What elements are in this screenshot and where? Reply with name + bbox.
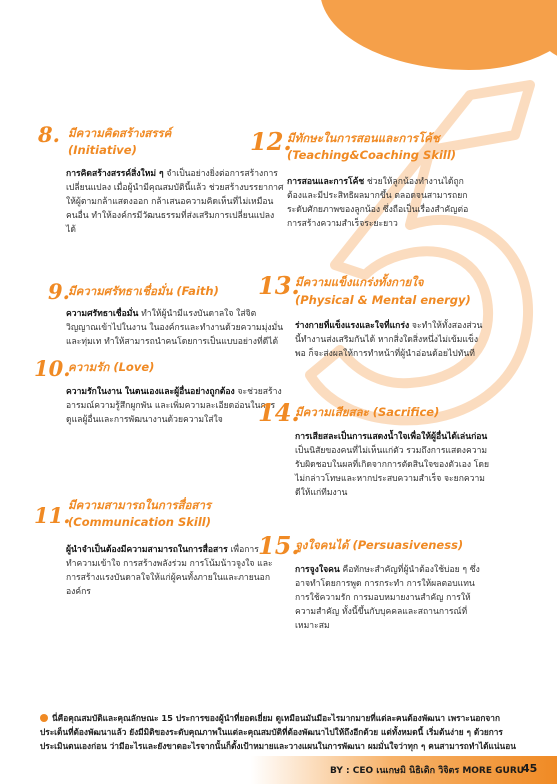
- decorative-blob-top: [320, 0, 557, 70]
- section-12-number: 12.: [250, 127, 292, 156]
- section-13-lead: ร่างกายที่แข็งแรงและใจที่แกร่ง: [295, 321, 410, 331]
- section-10-number: 10.: [34, 356, 71, 381]
- section-12-title: มีทักษะในการสอนและการโค้ช: [287, 131, 440, 145]
- section-12-text: ช่วยให้ลูกน้องทำงานได้ถูกต้องและมีประสิทธิผลมากขึ้น ตลอดจนสามารถยกระดับศักยภาพของลูกน้อง ซึ่งถือเป็นเรื่องสำคัญต่อการสร้างความสำเร็จระยะยาว: [287, 177, 469, 229]
- section-12-title-en: (Teaching&Coaching Skill): [287, 148, 457, 162]
- section-11-title: มีความสามารถในการสื่อสาร: [68, 498, 212, 512]
- section-11-title-en: (Communication Skill): [68, 515, 211, 529]
- section-14-number: 14.: [258, 398, 300, 427]
- section-10-title: ความรัก (Love): [68, 360, 155, 374]
- section-14-text: เป็นนิสัยของคนที่ไม่เห็นแก่ตัว รวมถึงการแสดงความรับผิดชอบในผลที่เกิดจากการตัดสินใจของตัวเอง โดยไม่กล่าวโทษและหากประสบความสำเร็จ จะยกความดีให้แก่ทีมงาน: [295, 446, 490, 498]
- section-14-body: [295, 430, 490, 500]
- section-9-body: [66, 307, 284, 349]
- section-12-lead: การสอนและการโค้ช: [287, 177, 365, 187]
- decorative-five-graphic: [300, 75, 540, 435]
- summary-text: ดูเหมือนมันมีอะไรมากมายที่แต่ละคนต้องพัฒนา เพราะนอกจากประเด็นที่ต้องพัฒนาแล้ว ยังมีมิติของระดับคุณภาพในแต่ละคุณสมบัติที่ต้องพัฒนาไปให้ถึงอีกด้วย แต่ทั้งหมดนี้ เริ่มต้นง่าย ๆ ด้วยการประเมินตนเองก่อน ว่ามีอะไรและยังขาดอะไรจากนั้นก็ตั้งเป้าหมายและวางแผนในการพัฒนา ผมมั่นใจว่าทุก ๆ คนสามารถทำได้แน่นอน: [40, 713, 516, 751]
- footer-byline: BY : CEO เนเกษมิ นิธิเดิก วิจิตร MORE GURU: [330, 766, 525, 776]
- summary-lead: นี่คือคุณสมบัติและคุณลักษณะ 15 ประการของผู้นำที่ยอดเยี่ยม: [52, 713, 273, 723]
- section-13-number: 13.: [258, 271, 300, 300]
- section-10-lead: ความรักในงาน ในตนเองและผู้อื่นอย่างถูกต้อง: [66, 387, 235, 397]
- section-8-number: 8.: [38, 122, 60, 147]
- section-13-body: [295, 319, 485, 361]
- section-8-lead: การคิดสร้างสรรค์สิ่งใหม่ ๆ: [66, 169, 164, 179]
- section-13-title-en: (Physical & Mental energy): [295, 293, 471, 307]
- section-10-text: จะช่วยสร้างอารมณ์ความรู้สึกผูกพัน และเพิ่มความละเอียดอ่อนในการดูแลผู้อื่นและการพัฒนางานด้วยความใส่ใจ: [66, 387, 282, 425]
- section-10-body: [66, 385, 284, 427]
- section-15-body: [295, 563, 490, 633]
- section-9-text: ทำให้ผู้นำมีแรงบันดาลใจ ใส่จิตวิญญาณเข้าไปในงาน ในองค์กรและทำงานด้วยความมุ่งมั่นและทุ่มเท ทำให้สามารถนำคนโดยการเป็นแบบอย่างที่ดีได้: [66, 309, 284, 347]
- section-11-lead: ผู้นำจำเป็นต้องมีความสามารถในการสื่อสาร: [66, 545, 228, 555]
- section-11-body: [66, 543, 284, 599]
- section-14-lead: การเสียสละเป็นการแสดงน้ำใจเพื่อให้ผู้อื่นได้เล่นก่อน: [295, 432, 488, 442]
- section-9-title: มีความศรัทธาเชื่อมั่น (Faith): [68, 284, 219, 298]
- section-9-lead: ความศรัทธาเชื่อมั่น: [66, 309, 139, 319]
- section-9-number: 9.: [48, 279, 70, 304]
- section-13-title: มีความแข็งแกร่งทั้งกายใจ: [295, 275, 424, 289]
- section-8-title-en: (Initiative): [68, 143, 137, 157]
- section-14-title: มีความเสียสละ (Sacrifice): [295, 405, 440, 419]
- section-11-text: เพื่อการทำความเข้าใจ การสร้างพลังร่วม การโน้มน้าวจูงใจ และการสร้างแรงบันดาลใจให้แก่ผู้คนทั้งภายในและภายนอกองค์กร: [66, 545, 273, 597]
- section-13-text: จะทำให้ทั้งสองส่วนนี้ทำงานส่งเสริมกันได้ หากสิ่งใดสิ่งหนึ่งไม่เข้มแข็งพอ ก็จะส่งผลให้การทำหน้าที่ผู้นำอ่อนด้อยไปทันที: [295, 321, 483, 359]
- section-12-body: [287, 175, 477, 231]
- section-15-lead: การจูงใจคน: [295, 565, 340, 575]
- page-number: 45: [522, 762, 538, 775]
- section-8-body: [66, 167, 284, 237]
- section-11-number: 11.: [34, 503, 71, 528]
- section-15-title: จูงใจคนได้ (Persuasiveness): [295, 538, 464, 552]
- section-8-text: จำเป็นอย่างยิ่งต่อการสร้างการเปลี่ยนแปลง เมื่อผู้นำมีคุณสมบัตินี้แล้ว ช่วยสร้างบรรยากาศให้ผู้ตามกล้าแสดงออก กล้าเสนอความคิดเห็นที่ไม่เหมือนคนอื่น ทำให้องค์กรมีวัฒนธรรมที่ส่งเสริมการเปลี่ยนแปลงได้: [66, 169, 284, 235]
- bullet-dot-icon: [40, 714, 48, 722]
- section-15-number: 15.: [258, 531, 300, 560]
- section-15-text: คือทักษะสำคัญที่ผู้นำต้องใช้บ่อย ๆ ซึ่งอาจทำโดยการพูด การกระทำ การให้ผลตอบแทน การใช้ความรัก การมอบหมายงานสำคัญ การให้ความสำคัญ ทั้งนี้ขึ้นกับบุคคลและสถานการณ์ที่เหมาะสม: [295, 565, 480, 631]
- section-8-title: มีความคิดสร้างสรรค์: [68, 126, 172, 140]
